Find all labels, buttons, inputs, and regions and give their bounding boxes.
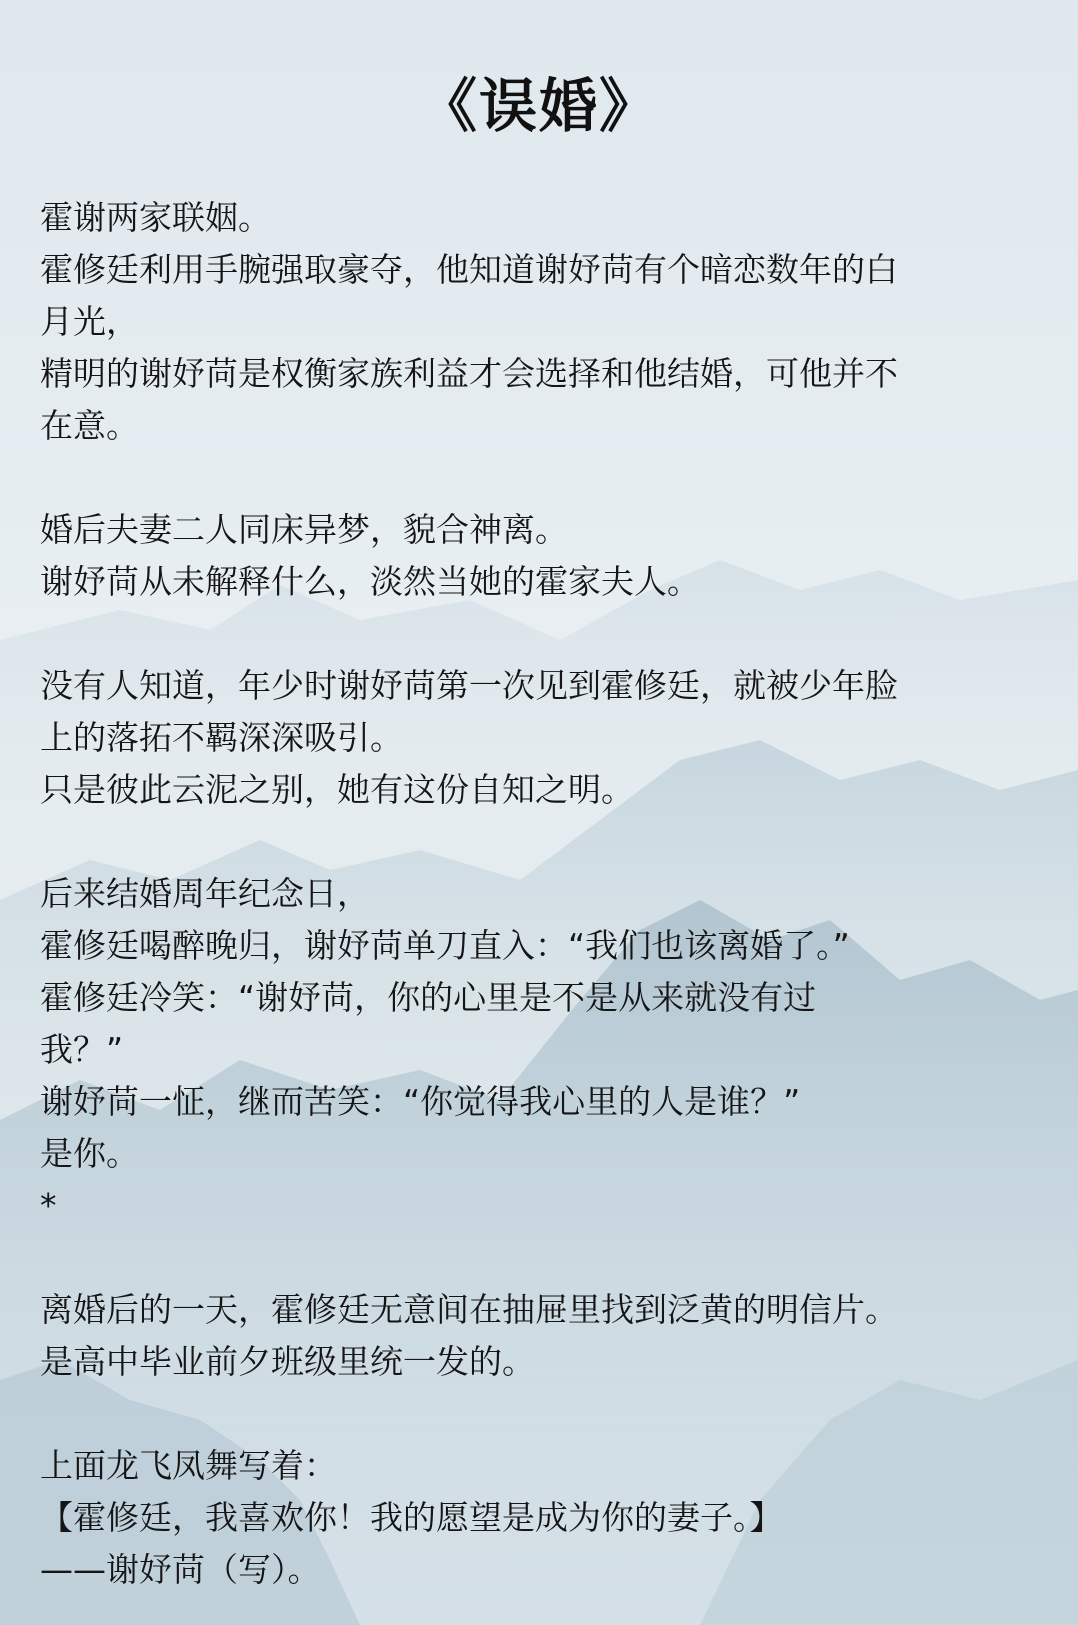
text-line: 霍修廷利用手腕强取豪夺，他知道谢妤苘有个暗恋数年的白 <box>40 250 898 289</box>
text-line: 在意。 <box>40 406 139 445</box>
text-line: 上的落拓不羁深深吸引。 <box>40 718 403 757</box>
blank-line <box>40 452 1045 504</box>
story-synopsis <box>40 192 1045 1596</box>
page-title: 《误婚》 <box>418 72 659 140</box>
text-line: 婚后夫妻二人同床异梦，貌合神离。 <box>40 510 568 549</box>
blank-line <box>40 608 1045 660</box>
blank-line <box>40 816 1045 868</box>
text-line: 霍谢两家联姻。 <box>40 198 271 237</box>
text-line: 是高中毕业前夕班级里统一发的。 <box>40 1342 535 1381</box>
text-line: ——谢妤苘（写）。 <box>40 1550 321 1589</box>
text-line: 霍修廷冷笑：“谢妤苘，你的心里是不是从来就没有过 <box>40 978 817 1017</box>
text-line: 没有人知道，年少时谢妤苘第一次见到霍修廷，就被少年脸 <box>40 666 898 705</box>
text-line: 只是彼此云泥之别，她有这份自知之明。 <box>40 770 634 809</box>
text-line: 谢妤苘一怔，继而苦笑：“你觉得我心里的人是谁？” <box>40 1082 801 1121</box>
text-line: * <box>40 1186 57 1225</box>
text-line: 我？” <box>40 1030 124 1069</box>
text-line: 月光， <box>40 302 139 341</box>
text-line: 是你。 <box>40 1134 139 1173</box>
text-line: 后来结婚周年纪念日， <box>40 874 370 913</box>
text-line: 上面龙飞凤舞写着： <box>40 1446 337 1485</box>
blank-line <box>40 1232 1045 1284</box>
text-line: 离婚后的一天，霍修廷无意间在抽屉里找到泛黄的明信片。 <box>40 1290 898 1329</box>
text-line: 【霍修廷，我喜欢你！我的愿望是成为你的妻子。】 <box>40 1498 783 1537</box>
text-line: 精明的谢妤苘是权衡家族利益才会选择和他结婚，可他并不 <box>40 354 898 393</box>
text-line: 谢妤苘从未解释什么，淡然当她的霍家夫人。 <box>40 562 700 601</box>
text-line: 霍修廷喝醉晚归，谢妤苘单刀直入：“我们也该离婚了。” <box>40 926 850 965</box>
blank-line <box>40 1388 1045 1440</box>
